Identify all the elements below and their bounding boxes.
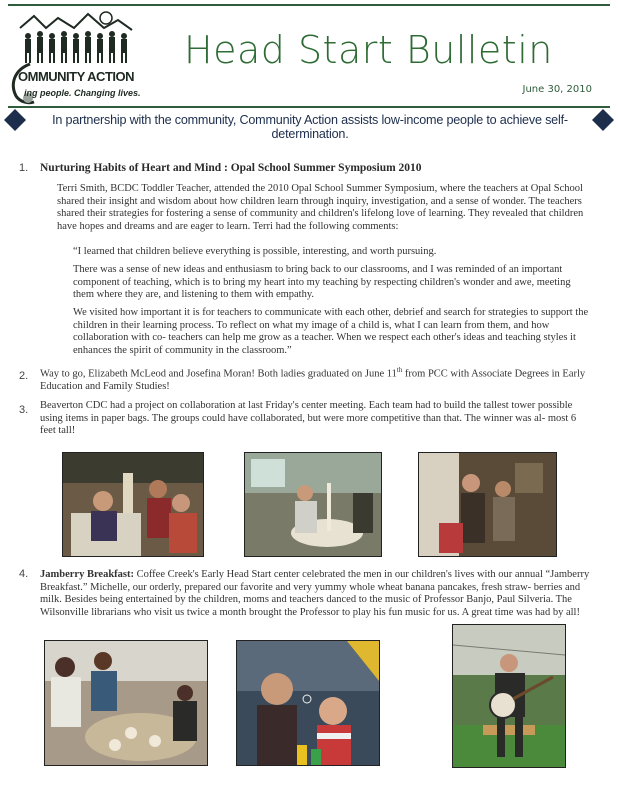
bulletin-title: Head Start Bulletin: [184, 28, 553, 72]
paragraph: Jamberry Breakfast: Coffee Creek's Early Head Start center celebrated the men in our children's lives with our annual “Jamberry Breakfast.” Michelle, our orderly, prepared our favorite and very yummy whole wheat banana pancakes, fresh straw- berries and milk. Besides being entertained by the children, moms and teachers danced to the music of Professor Banjo, Paul Silveria. The Wilsonville librarians who visit us twice a month brought the Professor to play his fun music for us. A great time was had by all!: [40, 569, 590, 618]
quote-paragraph: We visited how important it is for teachers to communicate with each other, debrief and search for strategies to support the children in their learning process. To reflect on what my image of a child is, what I can learn from them, and how collaboration with co- teachers can help me grow as a teacher. When we respect each other's ideas and teaching styles it enhances the spirit of community in the classroom.”: [73, 307, 589, 356]
community-action-logo: [14, 8, 144, 104]
item-number: 1.: [19, 162, 29, 174]
paragraph: Way to go, Elizabeth McLeod and Josefina Moran! Both ladies graduated on June 11th from PCC with Associate Degrees in Early Education and Family Studies!: [40, 366, 586, 393]
photo-bubbles: [236, 640, 380, 766]
org-tagline: ing people. Changing lives.: [24, 88, 141, 98]
org-name: OMMUNITY ACTION: [18, 69, 134, 84]
photo-breakfast-table: [44, 640, 208, 766]
photo-tower-table: [244, 452, 382, 557]
quote-paragraph: There was a sense of new ideas and enthusiasm to bring back to our classrooms, and I was reminded of an important component of teaching, which is to bring my heart into my teaching by respecting children's wonder and awe, meeting them where they are, and listening to them with empathy.: [73, 264, 571, 301]
photo-tower-room: [418, 452, 557, 557]
bulletin-header: [8, 4, 610, 108]
item-number: 3.: [19, 404, 29, 416]
item-number: 2.: [19, 370, 29, 382]
diamond-left-icon: [4, 109, 26, 131]
section-title: Nurturing Habits of Heart and Mind : Opal School Summer Symposium 2010: [40, 162, 422, 174]
mission-statement: In partnership with the community, Community Action assists low-income people to achieve self-determination.: [52, 113, 568, 141]
bulletin-date: June 30, 2010: [522, 84, 592, 95]
item-number: 4.: [19, 568, 29, 580]
paragraph: Beaverton CDC had a project on collaboration at last Friday's center meeting. Each team had to build the tallest tower possible using items in paper bags. The groups could have collaborated, but were more competitive than that. The winner was al- most 6 feet tall!: [40, 400, 577, 437]
quote-paragraph: “I learned that children believe everything is possible, interesting, and worth pursuing.: [73, 246, 437, 257]
mission-banner: [0, 106, 618, 141]
paragraph: Terri Smith, BCDC Toddler Teacher, attended the 2010 Opal School Summer Symposium, where the teachers at Opal School shared their insight and wisdom about how children learn through inquiry, investigation, and a sense of wonder. The teachers shared their strategies for fostering a sense of community and children's lifelong love of learning. They revealed that children have hopes and dreams and are eager to learn. Terri had the following comments:: [57, 183, 584, 232]
community-people-icon: [14, 8, 144, 70]
diamond-right-icon: [592, 109, 614, 131]
photo-tower-activity: [62, 452, 204, 557]
photo-banjo-player: [452, 624, 566, 768]
